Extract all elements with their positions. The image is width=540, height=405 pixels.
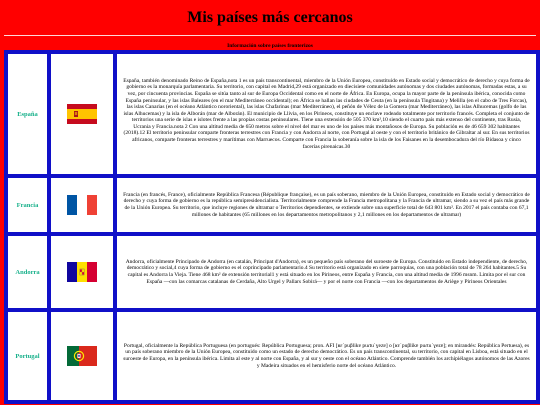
page-title: Mis países más cercanos — [187, 9, 353, 26]
countries-table — [4, 50, 540, 404]
table-row-andorra — [8, 236, 536, 308]
country-name: Andorra — [15, 268, 40, 276]
country-name: España — [17, 110, 38, 118]
andorra-flag-icon — [67, 262, 97, 282]
table-row-france — [8, 178, 536, 232]
portugal-flag-icon — [67, 346, 97, 366]
spain-flag-icon — [67, 104, 97, 124]
horizontal-rule — [4, 35, 536, 36]
country-name: Portugal — [15, 352, 40, 360]
country-description: España, también denominado Reino de España,nota 1 es un país transcontinental, miembro de la Unión Europea, constituido en Estado social y democrático de derecho y cuya forma de gobierno es la monarquía parlamentaria. Su territorio, con capital en Madrid,29 está organizado en diecisiete comunidades autónomas y dos ciudades autónomas, formadas estas, a su vez, por cincuenta provincias. España se sitúa tanto al sur de Europa Occidental como en el norte de África. En Europa, ocupa la mayor parte de la península ibérica, conocida como España peninsular, y las islas Baleares (en el mar Mediterráneo occidental); en África se hallan las ciudades de Ceuta (en la península Tingitana) y Melilla (en el cabo de Tres Forcas), las islas Canarias (en el océano Atlántico nororiental), las islas Chafarinas (mar Mediterráneo), el peñón de Vélez de la Gomera (mar Mediterráneo), las islas Alhucemas (golfo de las islas Alhucemas) y la isla de Alborán (mar de Alborán). El municipio de Llivia, en los Pirineos, constituye un enclave rodeado totalmente por territorio francés. Completa el conjunto de territorios una serie de islas e islotes frente a las propias costas peninsulares. Tiene una extensión de 505 370 km²,10 siendo el cuarto país más extenso del continente, tras Rusia, Ucrania y Francia.nota 2 Con una altitud media de 650 metros sobre el nivel del mar es uno de los países más montañosos de Europa. Su población es de 46 659 302 habitantes (2018).12 El territorio peninsular comparte fronteras terrestres con Francia y con Andorra al norte, con Portugal al oeste y con el territorio británico de Gibraltar al sur. En sus territorios africanos, comparte fronteras terrestres y marítimas con Marruecos. Comparte con Francia la soberanía sobre la isla de los Faisanes en la desembocadura del río Bidasoa y cinco facerías pirenaicas.30 — [123, 77, 530, 150]
country-name: Francia — [16, 201, 39, 209]
country-description: Francia (en francés, France), oficialmente República Francesa (République française), es un país soberano, miembro de la Unión Europea, constituido en Estado social y democrático de derecho y cuya forma de gobierno es la república semipresidencialista. Territorialmente comprende la Francia metropolitana y la Francia de ultramar, siendo a su vez el país más grande de la Unión Europea. Su territorio, que incluye regiones de ultramar o Territorios dependientes, se extiende sobre una superficie total de 643 801 km². En 2017 el país contaba con 67,1 millones de habitantes (65 millones en los departamentos metropolitanos y 2,1 millones en los departamentos de ultramar) — [123, 191, 530, 218]
table-row-spain — [8, 54, 536, 174]
table-row-portugal — [8, 312, 536, 400]
country-description: Andorra, oficialmente Principado de Andorra (en catalán, Principat d'Andorra), es un pequeño país soberano del suroeste de Europa. Constituido en Estado independiente, de derecho, democrático y social,4 cuya forma de gobierno es el coprincipado parlamentario.4 Su territorio está organizado en siete parroquias, con una población total de 78 264 habitantes.5 Su capital es Andorra la Vieja. Tiene 468 km² de extensión territorial1 y está situado en los Pirineos, entre España y Francia, con una altitud media de 1996 msnm. Limita por el sur con España —con las comarcas catalanas de Cerdaña, Alto Urgel y Pallars Sobirá— y por el norte con Francia —con los departamentos de Ariège y Pirineos Orientales — [125, 258, 528, 285]
country-description: Portugal, oficialmente la República Portuguesa (en portugués: República Portuguesa; pron. AFI [ʁɛˈpuβlikɐ puɾtuˈɣezɐ] o [ʁɛˈpuβlikɐ puɾtuˈɣezɐ]; en mirandés: República Pertuesa), es un país soberano miembro de la Unión Europea, constituido como un estado de derecho democrático. Es un país transcontinental, su territorio, con capital en Lisboa, está situado en el suroeste de Europa, en la península ibérica. Limita al este y al norte con España, y al sur y oeste con el océano Atlántico. Comprende también los archipiélagos autónomos de las Azores y Madeira situados en el hemisferio norte del océano Atlántico. — [123, 342, 530, 369]
france-flag-icon — [67, 195, 97, 215]
table-caption: Información sobre países fronterizos — [227, 43, 313, 49]
